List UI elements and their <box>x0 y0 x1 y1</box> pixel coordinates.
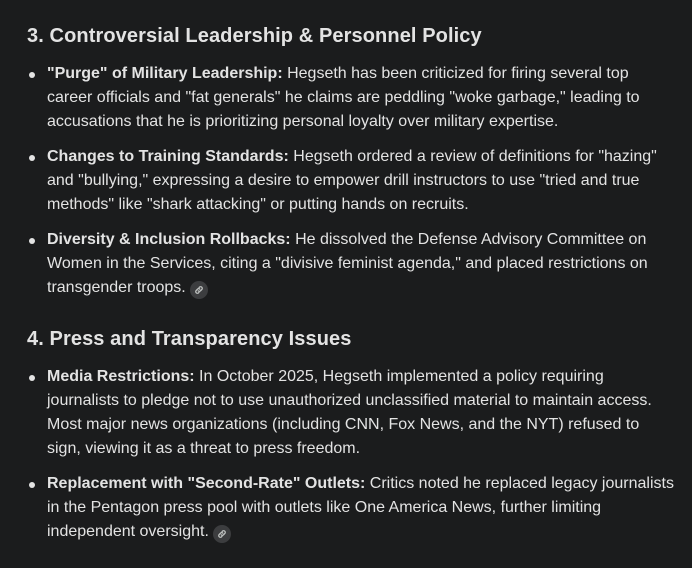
list-item <box>27 472 677 544</box>
link-icon <box>217 529 227 539</box>
list-item <box>27 62 677 134</box>
bullet-list <box>27 62 677 300</box>
item-lead: Diversity & Inclusion Rollbacks: <box>47 231 291 248</box>
item-lead: Replacement with "Second-Rate" Outlets: <box>47 475 366 492</box>
item-text: He dissolved the Defense Advisory Committee on Women in the Services, citing a "divisive feminist agenda," and placed restrictions on transgender troops. <box>47 231 648 296</box>
item-text: Critics noted he replaced legacy journalists in the Pentagon press pool with outlets like One America News, further limiting independent oversight. <box>47 475 674 540</box>
bullet-list <box>27 365 677 544</box>
section-heading: 4. Press and Transparency Issues <box>27 328 352 350</box>
item-text: Hegseth has been criticized for firing several top career officials and "fat generals" he claims are peddling "woke garbage," leading to accusations that he is prioritizing personal loyalty over military expertise. <box>47 65 640 130</box>
list-item <box>27 365 677 461</box>
item-lead: "Purge" of Military Leadership: <box>47 65 283 82</box>
list-item <box>27 145 677 217</box>
response-content <box>27 22 677 544</box>
item-lead: Media Restrictions: <box>47 368 195 385</box>
citation-link-button[interactable] <box>190 281 208 299</box>
citation-link-button[interactable] <box>213 525 231 543</box>
list-item <box>27 228 677 300</box>
item-text: In October 2025, Hegseth implemented a policy requiring journalists to pledge not to use unauthorized unclassified material to maintain access. Most major news organizations (including CNN, Fox News, and the NYT) refused to sign, viewing it as a threat to press freedom. <box>47 368 652 457</box>
item-lead: Changes to Training Standards: <box>47 148 289 165</box>
link-icon <box>194 285 204 295</box>
section-heading: 3. Controversial Leadership & Personnel Policy <box>27 25 482 47</box>
item-text: Hegseth ordered a review of definitions for "hazing" and "bullying," expressing a desire to empower drill instructors to use "tried and true methods" like "shark attacking" or putting hands on recruits. <box>47 148 657 213</box>
